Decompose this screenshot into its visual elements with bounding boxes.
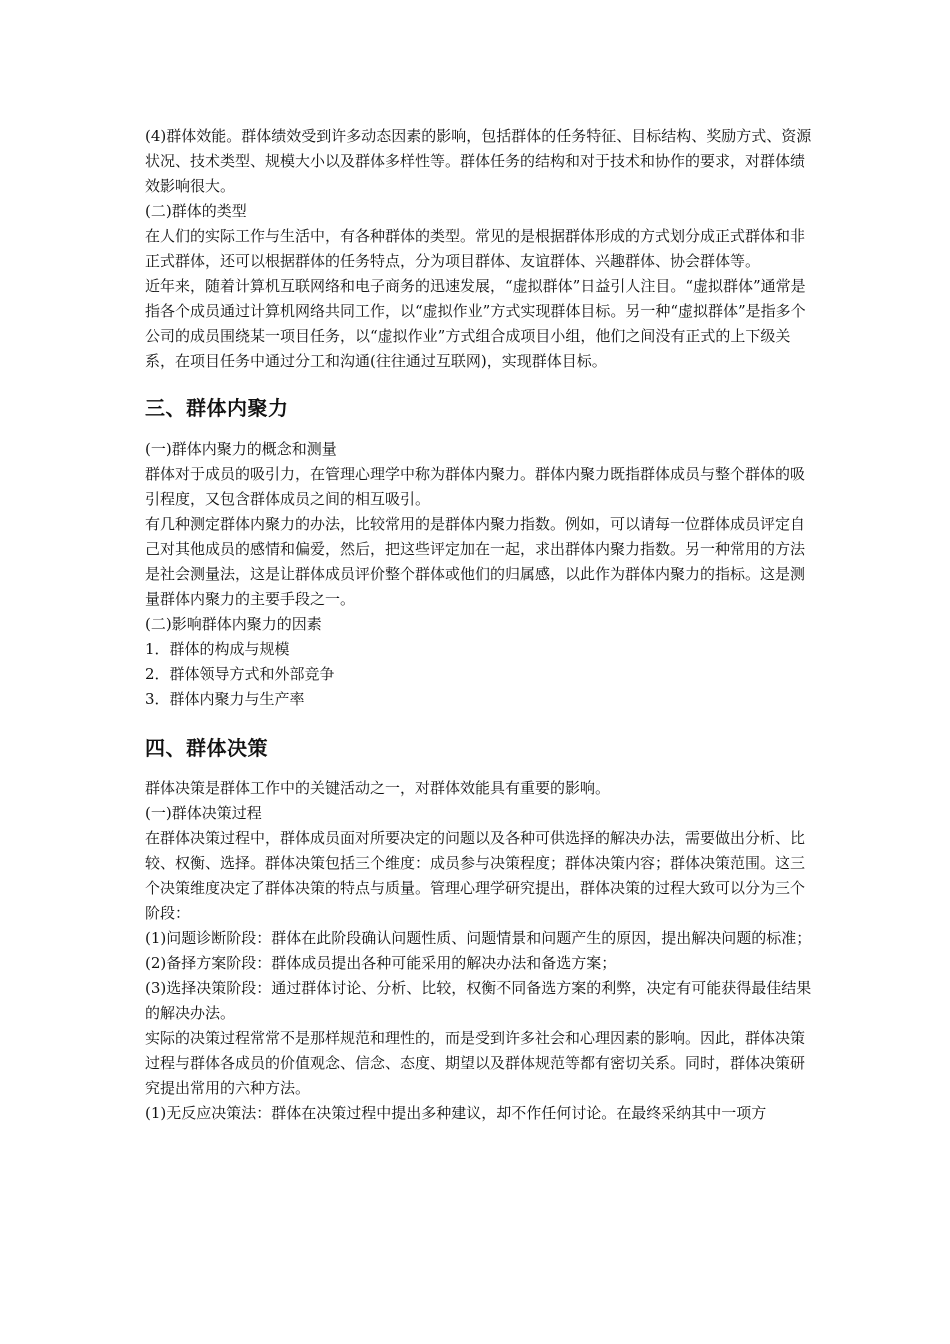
paragraph-cohesion-measurement: 有几种测定群体内聚力的办法，比较常用的是群体内聚力指数。例如，可以请每一位群体成员评定自己对其他成员的感情和偏爱，然后，把这些评定加在一起，求出群体内聚力指数。另一种常用的方法是社会测量法，这是让群体成员评价整个群体或他们的归属感，以此作为群体内聚力的指标。这是测量群体内聚力的主要手段之一。 <box>145 515 806 608</box>
section-heading-cohesion: 三、群体内聚力 <box>145 396 289 420</box>
list-item-no-response: (1)无反应决策法：群体在决策过程中提出多种建议，却不作任何讨论。在最终采纳其中一项方 <box>145 1104 767 1122</box>
paragraph-group-effectiveness: (4)群体效能。群体绩效受到许多动态因素的影响，包括群体的任务特征、目标结构、奖励方式、资源状况、技术类型、规模大小以及群体多样性等。群体任务的结构和对于技术和协作的要求，对群体绩效影响很大。 <box>145 127 812 195</box>
list-item-leadership: 2．群体领导方式和外部竞争 <box>145 665 335 683</box>
list-item-productivity: 3．群体内聚力与生产率 <box>145 690 305 708</box>
list-item-composition: 1．群体的构成与规模 <box>145 640 290 658</box>
paragraph-group-types: 在人们的实际工作与生活中，有各种群体的类型。常见的是根据群体形成的方式划分成正式群体和非正式群体，还可以根据群体的任务特点，分为项目群体、友谊群体、兴趣群体、协会群体等。 <box>145 227 806 270</box>
paragraph-virtual-groups: 近年来，随着计算机互联网络和电子商务的迅速发展，“虚拟群体”日益引人注目。“虚拟群体”通常是指各个成员通过计算机网络共同工作，以“虚拟作业”方式实现群体目标。另一种“虚拟群体”是指多个公司的成员围绕某一项目任务，以“虚拟作业”方式组合成项目小组，他们之间没有正式的上下级关系，在项目任务中通过分工和沟通(往往通过互联网)，实现群体目标。 <box>145 277 806 370</box>
section-heading-decision: 四、群体决策 <box>145 736 268 760</box>
paragraph-decision-process: 在群体决策过程中，群体成员面对所要决定的问题以及各种可供选择的解决办法，需要做出分析、比较、权衡、选择。群体决策包括三个维度：成员参与决策程度；群体决策内容；群体决策范围。这三个决策维度决定了群体决策的特点与质量。管理心理学研究提出，群体决策的过程大致可以分为三个阶段： <box>145 829 806 922</box>
subheading-group-types: (二)群体的类型 <box>145 202 247 220</box>
list-item-diagnosis: (1)问题诊断阶段：群体在此阶段确认问题性质、问题情景和问题产生的原因，提出解决问题的标准； <box>145 929 812 947</box>
document-page <box>145 124 815 1126</box>
paragraph-decision-reality: 实际的决策过程常常不是那样规范和理性的，而是受到许多社会和心理因素的影响。因此，群体决策过程与群体各成员的价值观念、信念、态度、期望以及群体规范等都有密切关系。同时，群体决策研究提出常用的六种方法。 <box>145 1029 806 1097</box>
subheading-decision-process: (一)群体决策过程 <box>145 804 262 822</box>
list-item-selection: (3)选择决策阶段：通过群体讨论、分析、比较，权衡不同备选方案的利弊，决定有可能获得最佳结果的解决办法。 <box>145 979 812 1022</box>
list-item-alternatives: (2)备择方案阶段：群体成员提出各种可能采用的解决办法和备选方案； <box>145 954 617 972</box>
paragraph-cohesion-definition: 群体对于成员的吸引力，在管理心理学中称为群体内聚力。群体内聚力既指群体成员与整个群体的吸引程度，又包含群体成员之间的相互吸引。 <box>145 465 806 508</box>
subheading-cohesion-factors: (二)影响群体内聚力的因素 <box>145 615 322 633</box>
subheading-cohesion-concept: (一)群体内聚力的概念和测量 <box>145 440 337 458</box>
paragraph-decision-intro: 群体决策是群体工作中的关键活动之一，对群体效能具有重要的影响。 <box>145 779 611 797</box>
